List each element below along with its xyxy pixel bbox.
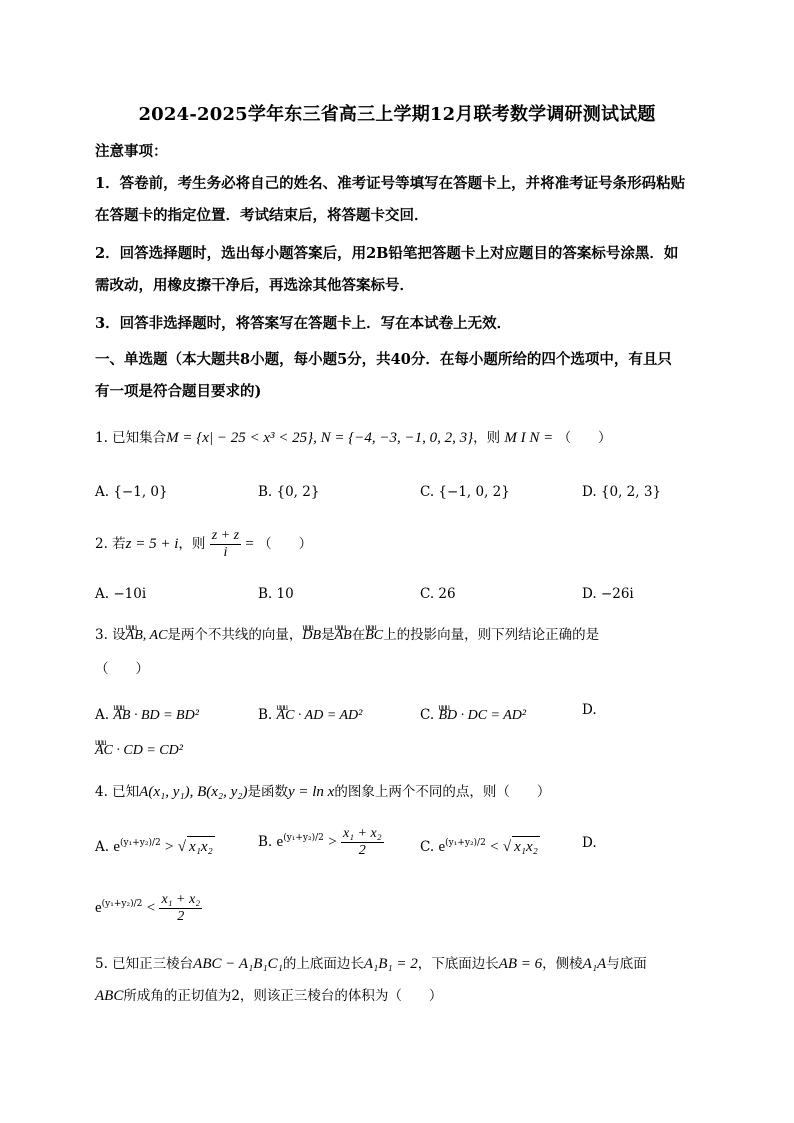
question-5-text-1: 的上底面边长 bbox=[282, 956, 364, 972]
euler-e: e bbox=[438, 839, 446, 855]
vector-db: uuu DB bbox=[302, 620, 321, 646]
question-2-option-c: C. 26 bbox=[420, 586, 456, 602]
equals-sign: = bbox=[245, 536, 254, 552]
notice-item-1 bbox=[95, 168, 697, 232]
question-2-condition: z = 5 + i bbox=[125, 536, 179, 552]
question-5-top-edge: A₁B₁ = 2 bbox=[363, 956, 418, 972]
fraction-denominator: i bbox=[223, 545, 228, 560]
notice-item-1-line-2: 在答题卡的指定位置．考试结束后，将答题卡交回． bbox=[95, 207, 429, 224]
notice-heading: 注意事项： bbox=[95, 143, 168, 160]
euler-e: e bbox=[276, 834, 284, 850]
answer-paren: （ ） bbox=[258, 536, 313, 552]
question-4 bbox=[95, 782, 697, 802]
notice-item-2-line-2: 需改动，用橡皮擦干净后，再选涂其他答案标号． bbox=[95, 277, 414, 294]
notice-item-3: 3．回答非选择题时，将答案写在答题卡上．写在本试卷上无效． bbox=[95, 315, 512, 332]
question-4-points: A(x₁, y₁), B(x₂, y₂) bbox=[139, 784, 248, 800]
answer-paren: （ ） bbox=[557, 430, 612, 446]
question-5-bottom-edge: AB = 6 bbox=[498, 956, 543, 972]
question-3-prefix: 3. 设 bbox=[95, 627, 126, 643]
question-1-option-c: C. {−1, 0, 2} bbox=[420, 484, 510, 500]
euler-e: e bbox=[113, 839, 121, 855]
question-1-option-a: A. {−1, 0} bbox=[95, 484, 168, 500]
question-5-side-edge: A₁A bbox=[582, 956, 607, 972]
question-2-fraction bbox=[210, 528, 241, 561]
notice-item-1-line-1: 1．答卷前，考生务必将自己的姓名、准考证号等填写在答题卡上，并将准考证号条形码粘贴 bbox=[95, 175, 686, 192]
option-formula: uuu AB · BD = BD² bbox=[113, 700, 199, 726]
question-1-option-b: B. {0, 2} bbox=[258, 484, 320, 500]
question-2-option-d: D. −26i bbox=[582, 586, 634, 602]
question-3-text-2: 是 bbox=[321, 627, 335, 643]
question-4-option-b bbox=[258, 826, 384, 859]
option-label: B. bbox=[258, 707, 273, 723]
vector-bc: uuu BC bbox=[365, 620, 383, 646]
less-than: < bbox=[146, 900, 156, 916]
question-3-text-3: 在 bbox=[351, 627, 366, 643]
question-1-prefix: 1. 已知集合 bbox=[95, 430, 167, 446]
question-5-text-2: ，下底面边长 bbox=[417, 956, 499, 972]
exponent: (y₁+y₂)/2 bbox=[101, 899, 143, 909]
option-formula: uuu AC · CD = CD² bbox=[95, 735, 183, 761]
question-3-option-c bbox=[420, 700, 526, 726]
option-formula: uuu AC · AD = AD² bbox=[277, 700, 363, 726]
sqrt-radicand: x₁x₂ bbox=[187, 836, 215, 857]
fraction-numerator: z + z bbox=[211, 528, 240, 543]
page-title: 2024-2025学年东三省高三上学期12月联考数学调研测试试题 bbox=[138, 104, 656, 125]
question-2-prefix: 2. 若 bbox=[95, 536, 126, 552]
question-3-text-1: 是两个不共线的向量， bbox=[167, 627, 303, 643]
question-4-option-d bbox=[95, 892, 202, 925]
question-4-text-1: 是函数 bbox=[247, 784, 288, 800]
question-3-option-a bbox=[95, 700, 199, 726]
question-2-option-b: B. 10 bbox=[258, 586, 294, 602]
section-heading-line-1: 一、单选题（本大题共8小题，每小题5分，共40分．在每小题所给的四个选项中，有且只 bbox=[95, 351, 672, 368]
vector-ab: uuu AB bbox=[335, 620, 352, 646]
section-heading-line-2: 有一项是符合题目要求的) bbox=[95, 383, 262, 400]
exponent: (y₁+y₂)/2 bbox=[283, 833, 324, 843]
less-than: < bbox=[490, 839, 499, 855]
section-heading bbox=[95, 344, 697, 408]
question-1 bbox=[95, 428, 697, 448]
greater-than: > bbox=[328, 834, 337, 850]
question-3-option-b bbox=[258, 700, 362, 726]
fraction bbox=[159, 892, 202, 925]
fraction-numerator: x₁ + x₂ bbox=[161, 892, 201, 907]
question-2-mid: ，则 bbox=[178, 536, 206, 552]
fraction bbox=[341, 826, 384, 859]
vector-ab-ac: uuu AB, AC bbox=[126, 620, 168, 646]
question-4-option-d-label: D. bbox=[582, 835, 597, 851]
sqrt-radicand: x₁x₂ bbox=[512, 836, 540, 857]
exponent: (y₁+y₂)/2 bbox=[120, 838, 161, 848]
question-4-text-2: 的图象上两个不同的点，则（ ） bbox=[334, 784, 551, 800]
question-5-text-3: ，侧棱 bbox=[542, 956, 583, 972]
fraction-numerator: x₁ + x₂ bbox=[342, 826, 382, 841]
question-1-expression: M I N = bbox=[504, 430, 554, 446]
notice-item-2-line-1: 2．回答选择题时，选出每小题答案后，用2B铅笔把答题卡上对应题目的答案标号涂黑．如 bbox=[95, 245, 679, 262]
question-3 bbox=[95, 620, 697, 646]
question-5-text-5: 所成角的正切值为2，则该正三棱台的体积为（ ） bbox=[123, 988, 443, 1004]
option-formula: uuu BD · DC = AD² bbox=[438, 700, 526, 726]
question-4-function: y = ln x bbox=[287, 784, 335, 800]
question-4-option-c: C. $e^{(y_1+y_2)/2}$ < √ x₁x₂ bbox=[420, 838, 538, 855]
euler-e: e bbox=[95, 900, 102, 916]
notice-item-2 bbox=[95, 238, 697, 302]
exponent: (y₁+y₂)/2 bbox=[445, 838, 486, 848]
question-1-suffix: ，则 bbox=[473, 430, 501, 446]
question-2-option-a: A. −10i bbox=[95, 586, 147, 602]
option-label: C. bbox=[420, 839, 435, 855]
question-1-option-d: D. {0, 2, 3} bbox=[582, 484, 662, 500]
option-label: A. bbox=[95, 839, 110, 855]
question-4-option-a: A. $e^{(y_1+y_2)/2}$ > √ x₁x₂ bbox=[95, 838, 213, 855]
fraction-denominator: 2 bbox=[358, 843, 366, 858]
question-1-sets: M = {x| − 25 < x³ < 25}, N = {−4, −3, −1, 0, 2, 3} bbox=[166, 430, 474, 446]
question-5-text-4: 与底面 bbox=[606, 956, 647, 972]
question-3-option-d bbox=[95, 735, 183, 761]
question-5-prefix: 5. 已知正三棱台 bbox=[95, 956, 194, 972]
option-label: B. bbox=[258, 834, 273, 850]
question-2 bbox=[95, 528, 697, 561]
answer-paren: （ ） bbox=[95, 661, 149, 677]
fraction-denominator: 2 bbox=[177, 909, 185, 924]
option-label: A. bbox=[95, 707, 110, 723]
question-5-face: ABC bbox=[95, 988, 124, 1004]
question-4-prefix: 4. 已知 bbox=[95, 784, 140, 800]
greater-than: > bbox=[165, 839, 174, 855]
question-3-text-4: 上的投影向量，则下列结论正确的是 bbox=[383, 627, 600, 643]
question-3-option-d-label: D. bbox=[582, 702, 597, 718]
question-5 bbox=[95, 948, 697, 1012]
question-5-solid: ABC − A₁B₁C₁ bbox=[193, 956, 283, 972]
option-label: C. bbox=[420, 707, 435, 723]
